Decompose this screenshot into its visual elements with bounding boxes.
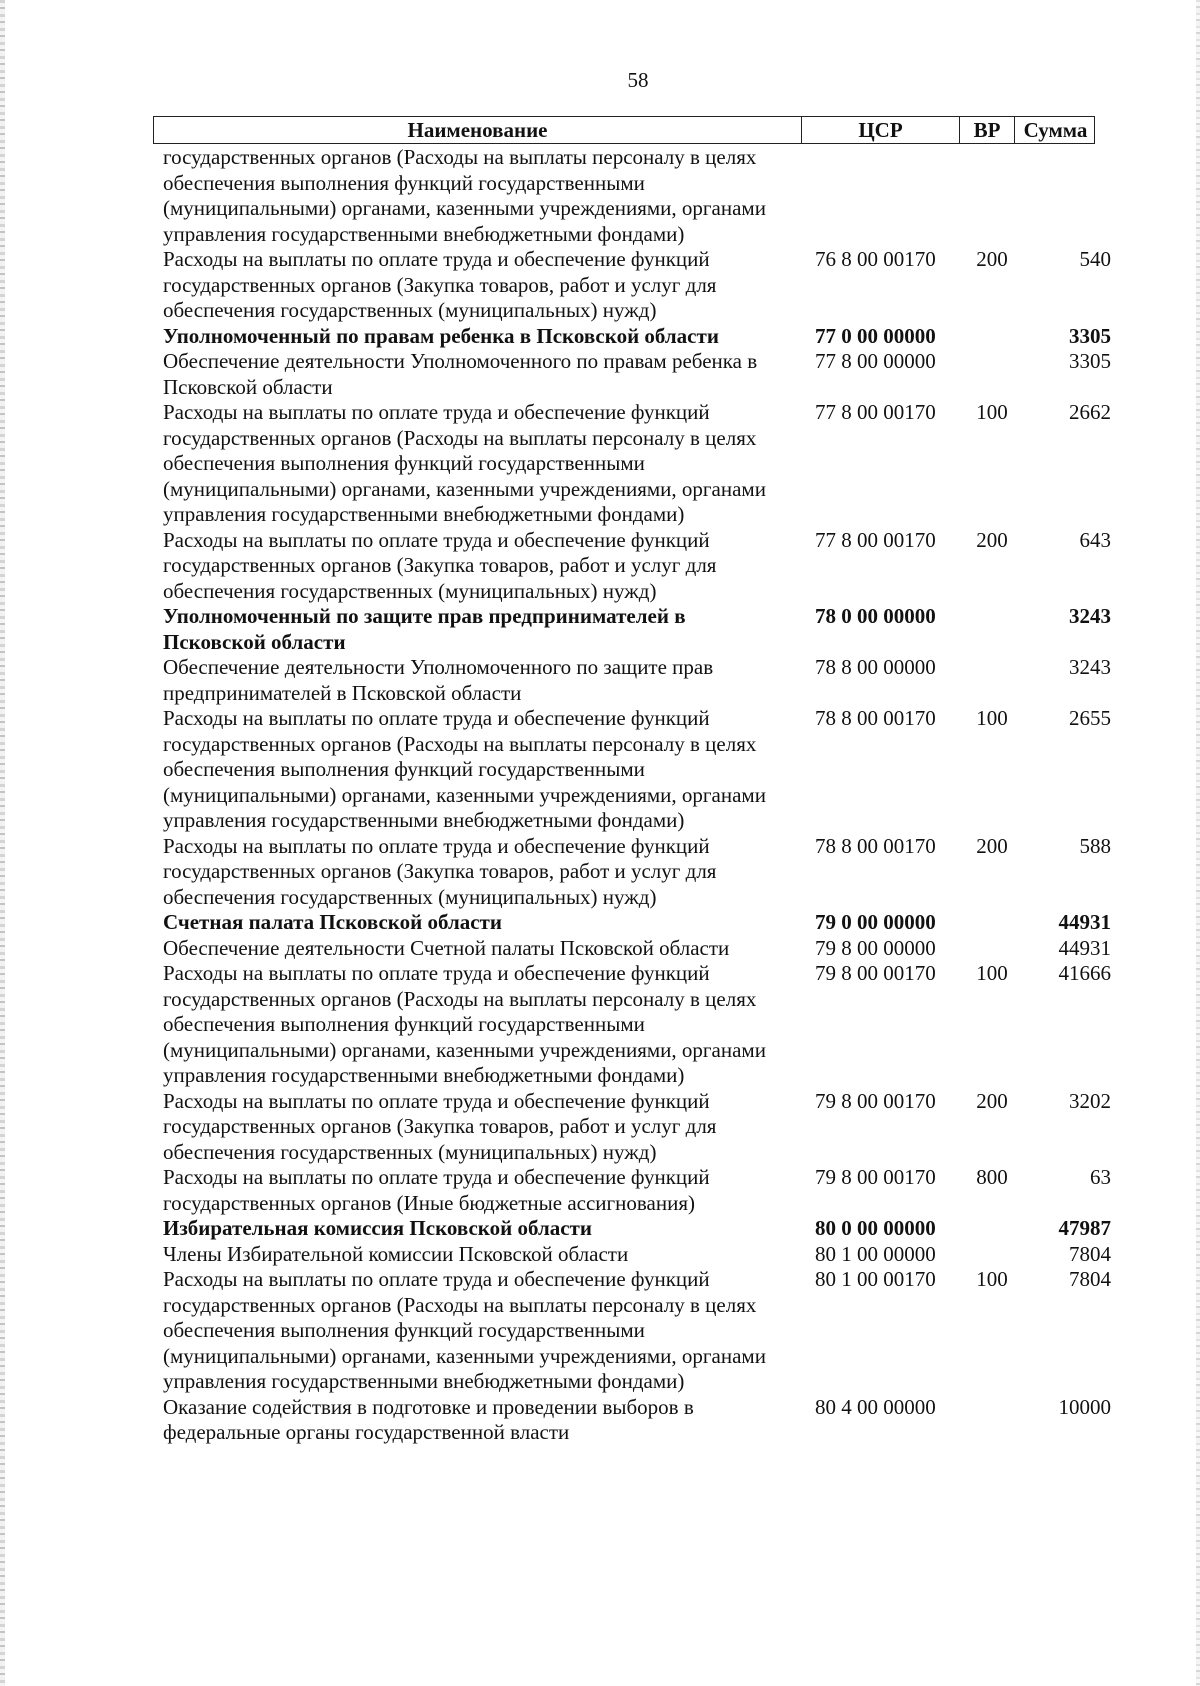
row-csr: 79 8 00 00000 — [815, 935, 936, 960]
row-csr: 78 8 00 00000 — [815, 655, 936, 679]
row-sum: 3202 — [1069, 1088, 1111, 1113]
row-csr: 77 8 00 00170 — [815, 527, 936, 552]
row-sum: 3243 — [1069, 604, 1111, 628]
row-name: Счетная палата Псковской области — [163, 910, 502, 934]
table-row — [163, 1089, 1113, 1166]
row-csr: 77 8 00 00170 — [815, 400, 936, 424]
row-csr: 77 8 00 00000 — [815, 349, 936, 373]
row-name: Уполномоченный по правам ребенка в Псковской области — [163, 323, 719, 348]
row-csr: 78 8 00 00170 — [815, 706, 936, 730]
row-csr: 77 0 00 00000 — [815, 323, 936, 348]
row-name: государственных органов (Расходы на выплаты персоналу в целях обеспечения выполнения функций государственными (муниципальными) органами, казенными учреждениями, органами управления государственными внебюджетными фондами) — [163, 145, 766, 246]
row-name: Оказание содействия в подготовке и проведении выборов в федеральные органы государственной власти — [163, 1394, 694, 1444]
scan-edge-left — [0, 0, 5, 1686]
header-name: Наименование — [154, 117, 802, 143]
row-csr: 79 8 00 00170 — [815, 1088, 936, 1113]
table-row — [163, 936, 1113, 962]
table-row — [163, 349, 1113, 400]
table-row — [163, 247, 1113, 324]
row-sum: 44931 — [1058, 935, 1111, 960]
table-row — [163, 1395, 1113, 1446]
table-row — [163, 1216, 1113, 1242]
row-sum: 540 — [1079, 247, 1111, 271]
row-sum: 588 — [1079, 833, 1111, 858]
row-name: Расходы на выплаты по оплате труда и обеспечение функций государственных органов (Расходы на выплаты персоналу в целях обеспечения выполнения функций государственными (муниципальными) органами, казенными учреждениями, органами управления государственными внебюджетными фондами) — [163, 706, 766, 832]
table-header — [153, 116, 1095, 144]
row-sum: 643 — [1079, 527, 1111, 552]
table-row — [163, 1242, 1113, 1268]
row-csr: 80 1 00 00170 — [815, 1267, 936, 1291]
row-csr: 79 0 00 00000 — [815, 910, 936, 934]
row-name: Расходы на выплаты по оплате труда и обеспечение функций государственных органов (Закупка товаров, работ и услуг для обеспечения государственных (муниципальных) нужд) — [163, 247, 717, 322]
header-vr: ВР — [960, 117, 1015, 143]
row-sum: 7804 — [1069, 1267, 1111, 1291]
row-name: Расходы на выплаты по оплате труда и обеспечение функций государственных органов (Расходы на выплаты персоналу в целях обеспечения выполнения функций государственными (муниципальными) органами, казенными учреждениями, органами управления государственными внебюджетными фондами) — [163, 961, 766, 1087]
row-sum: 3305 — [1069, 349, 1111, 373]
row-vr: 800 — [976, 1165, 1008, 1189]
header-csr: ЦСР — [802, 117, 960, 143]
row-vr: 200 — [976, 1088, 1008, 1113]
row-vr: 100 — [976, 1267, 1008, 1291]
row-csr: 79 8 00 00170 — [815, 961, 936, 985]
table-row — [163, 604, 1113, 655]
row-csr: 78 0 00 00000 — [815, 604, 936, 628]
row-name: Расходы на выплаты по оплате труда и обеспечение функций государственных органов (Закупка товаров, работ и услуг для обеспечения государственных (муниципальных) нужд) — [163, 1088, 717, 1164]
row-csr: 80 0 00 00000 — [815, 1216, 936, 1240]
table-row — [163, 145, 1113, 247]
row-name: Расходы на выплаты по оплате труда и обеспечение функций государственных органов (Расходы на выплаты персоналу в целях обеспечения выполнения функций государственными (муниципальными) органами, казенными учреждениями, органами управления государственными внебюджетными фондами) — [163, 1267, 766, 1393]
row-name: Избирательная комиссия Псковской области — [163, 1216, 592, 1240]
row-csr: 76 8 00 00170 — [815, 247, 936, 271]
table-row — [163, 400, 1113, 528]
table-row — [163, 834, 1113, 911]
row-vr: 100 — [976, 706, 1008, 730]
row-sum: 10000 — [1058, 1394, 1111, 1419]
row-csr: 79 8 00 00170 — [815, 1165, 936, 1189]
row-vr: 200 — [976, 527, 1008, 552]
row-name: Обеспечение деятельности Уполномоченного по защите прав предпринимателей в Псковской области — [163, 655, 714, 705]
row-sum: 3243 — [1069, 655, 1111, 679]
row-name: Члены Избирательной комиссии Псковской области — [163, 1241, 629, 1266]
row-name: Уполномоченный по защите прав предпринимателей в Псковской области — [163, 604, 686, 654]
row-name: Расходы на выплаты по оплате труда и обеспечение функций государственных органов (Расходы на выплаты персоналу в целях обеспечения выполнения функций государственными (муниципальными) органами, казенными учреждениями, органами управления государственными внебюджетными фондами) — [163, 400, 766, 526]
row-name: Расходы на выплаты по оплате труда и обеспечение функций государственных органов (Иные бюджетные ассигнования) — [163, 1165, 710, 1215]
row-csr: 80 4 00 00000 — [815, 1394, 936, 1419]
table-row — [163, 1165, 1113, 1216]
row-name: Обеспечение деятельности Уполномоченного по правам ребенка в Псковской области — [163, 349, 758, 399]
row-sum: 7804 — [1069, 1241, 1111, 1266]
row-vr: 200 — [976, 833, 1008, 858]
row-csr: 80 1 00 00000 — [815, 1241, 936, 1266]
row-sum: 44931 — [1058, 910, 1111, 934]
table-body — [163, 145, 1113, 1446]
row-sum: 2662 — [1069, 400, 1111, 424]
header-sum: Сумма — [1023, 117, 1088, 142]
row-vr: 200 — [976, 247, 1008, 271]
row-sum: 47987 — [1058, 1216, 1111, 1240]
table-row — [163, 655, 1113, 706]
table-row — [163, 706, 1113, 834]
table-row — [163, 528, 1113, 605]
row-sum: 41666 — [1058, 961, 1111, 985]
row-csr: 78 8 00 00170 — [815, 833, 936, 858]
row-name: Расходы на выплаты по оплате труда и обеспечение функций государственных органов (Закупка товаров, работ и услуг для обеспечения государственных (муниципальных) нужд) — [163, 527, 717, 603]
table-row — [163, 961, 1113, 1089]
table-row — [163, 910, 1113, 936]
row-sum: 63 — [1090, 1165, 1111, 1189]
scan-edge-right — [1196, 0, 1200, 1686]
row-vr: 100 — [976, 961, 1008, 985]
row-name: Обеспечение деятельности Счетной палаты Псковской области — [163, 935, 730, 960]
table-row — [163, 324, 1113, 350]
table-row — [163, 1267, 1113, 1395]
row-vr: 100 — [976, 400, 1008, 424]
row-name: Расходы на выплаты по оплате труда и обеспечение функций государственных органов (Закупка товаров, работ и услуг для обеспечения государственных (муниципальных) нужд) — [163, 833, 717, 909]
row-sum: 2655 — [1069, 706, 1111, 730]
page-number: 58 — [627, 68, 649, 92]
row-sum: 3305 — [1069, 323, 1111, 348]
